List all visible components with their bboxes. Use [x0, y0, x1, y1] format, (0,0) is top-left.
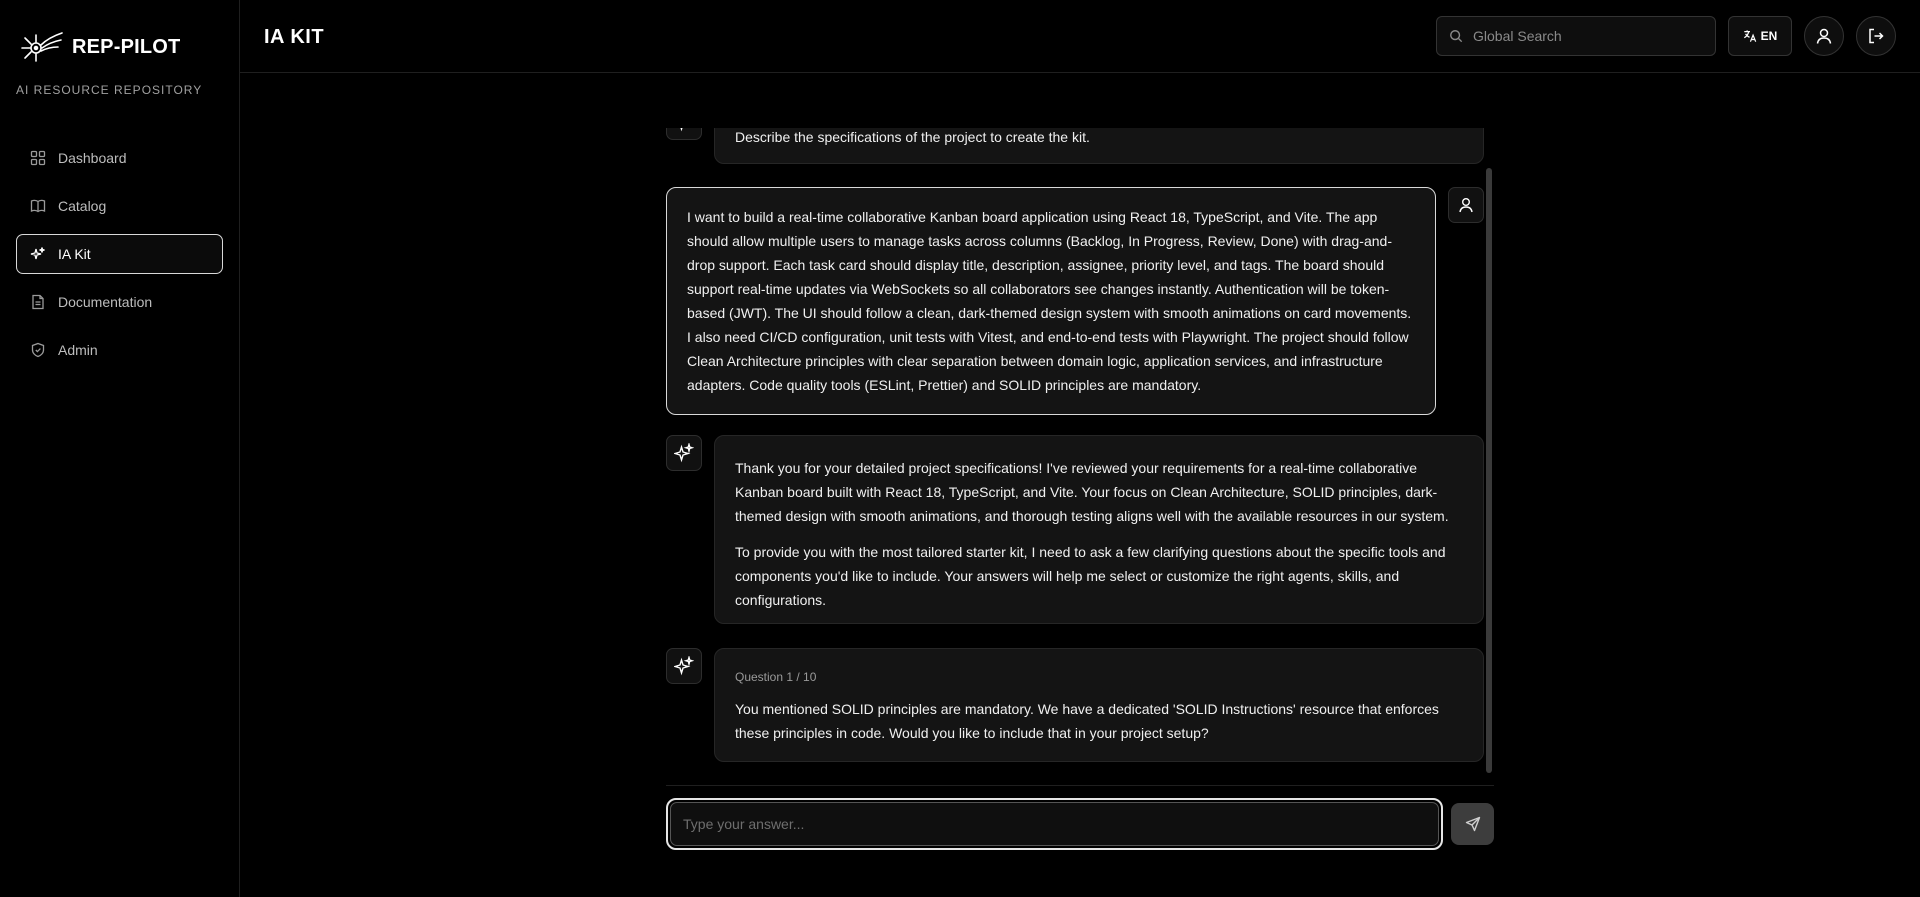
search-input[interactable]: [1473, 28, 1693, 44]
bot-message-paragraph: Thank you for your detailed project specifications! I've reviewed your requirements for a real-time collaborative Kanban board built with React 18, TypeScript, and Vite. Your focus on Clean Architecture, SOLID principles, dark-themed design with smooth animations, and thorough testing aligns well with the available resources in our system.: [735, 460, 1449, 524]
brand-subtitle: AI RESOURCE REPOSITORY: [16, 83, 203, 97]
user-icon: [1457, 196, 1475, 214]
top-header: [240, 0, 1920, 73]
user-profile-button[interactable]: [1804, 16, 1844, 56]
sidebar-item-label: Documentation: [58, 294, 153, 310]
sidebar-item-label: IA Kit: [58, 246, 91, 262]
send-icon: [1465, 816, 1481, 832]
document-icon: [30, 294, 46, 310]
language-label: EN: [1760, 29, 1778, 43]
sidebar-item-label: Dashboard: [58, 150, 127, 166]
question-counter: Question 1 / 10: [735, 670, 817, 684]
sparkles-icon: [674, 443, 694, 463]
logout-button[interactable]: [1856, 16, 1896, 56]
dashboard-icon: [30, 150, 46, 166]
user-message: [666, 187, 1436, 415]
winged-logo-icon: [16, 30, 64, 64]
search-icon: [1449, 29, 1463, 43]
chat-scrollbar[interactable]: [1486, 128, 1492, 783]
sidebar-nav: [16, 138, 223, 378]
bot-message-paragraph: To provide you with the most tailored starter kit, I need to ask a few clarifying questions about the specific tools and components you'd like to include. Your answers will help me select or customize the right agents, skills, and configurations.: [735, 544, 1446, 608]
send-button[interactable]: [1451, 803, 1494, 845]
answer-input[interactable]: [670, 802, 1439, 846]
sparkles-icon: [674, 656, 694, 676]
sidebar-item-dashboard[interactable]: [16, 138, 223, 178]
logout-icon: [1867, 27, 1885, 45]
sidebar: [0, 0, 240, 897]
chat-thread[interactable]: [666, 128, 1494, 783]
scrollbar-thumb[interactable]: [1486, 168, 1492, 773]
sidebar-item-admin[interactable]: [16, 330, 223, 370]
global-search[interactable]: [1436, 16, 1716, 56]
bot-avatar: [666, 128, 702, 140]
divider: [666, 785, 1494, 786]
user-icon: [1815, 27, 1833, 45]
answer-input-wrapper: [666, 798, 1443, 850]
sidebar-item-label: Catalog: [58, 198, 107, 214]
sidebar-item-label: Admin: [58, 342, 98, 358]
book-icon: [30, 198, 46, 214]
sidebar-item-catalog[interactable]: [16, 186, 223, 226]
brand-name: REP-PILOT: [72, 35, 181, 58]
bot-avatar: [666, 648, 702, 684]
bot-message-text: Describe the specifications of the project to create the kit.: [735, 129, 1090, 145]
sidebar-item-documentation[interactable]: [16, 282, 223, 322]
brand[interactable]: [16, 30, 180, 64]
bot-message: [714, 128, 1484, 164]
sidebar-item-ia-kit[interactable]: [16, 234, 223, 274]
bot-message: [714, 435, 1484, 624]
question-text: You mentioned SOLID principles are mandatory. We have a dedicated 'SOLID Instructions' resource that enforces these principles in code. Would you like to include that in your project setup?: [735, 701, 1439, 741]
language-button[interactable]: [1728, 16, 1792, 56]
bot-question: [714, 648, 1484, 762]
sparkles-icon: [30, 246, 46, 262]
sparkles-icon: [674, 128, 694, 132]
shield-icon: [30, 342, 46, 358]
page-title: IA KIT: [264, 26, 325, 48]
bot-avatar: [666, 435, 702, 471]
user-avatar: [1448, 187, 1484, 223]
translate-icon: [1743, 29, 1757, 43]
user-message-text: I want to build a real-time collaborative Kanban board application using React 18, TypeScript, and Vite. The app should allow multiple users to manage tasks across columns (Backlog, In Progress, Review, Done) with drag-and-drop support. Each task card should display title, description, assignee, priority level, and tags. The board should support real-time updates via WebSockets so all collaborators see changes instantly. Authentication will be token-based (JWT). The UI should follow a clean, dark-themed design system with smooth animations on card movements. I also need CI/CD configuration, unit tests with Vitest, and end-to-end tests with Playwright. The project should follow Clean Architecture principles with clear separation between domain logic, application services, and infrastructure adapters. Code quality tools (ESLint, Prettier) and SOLID principles are mandatory.: [687, 209, 1412, 393]
